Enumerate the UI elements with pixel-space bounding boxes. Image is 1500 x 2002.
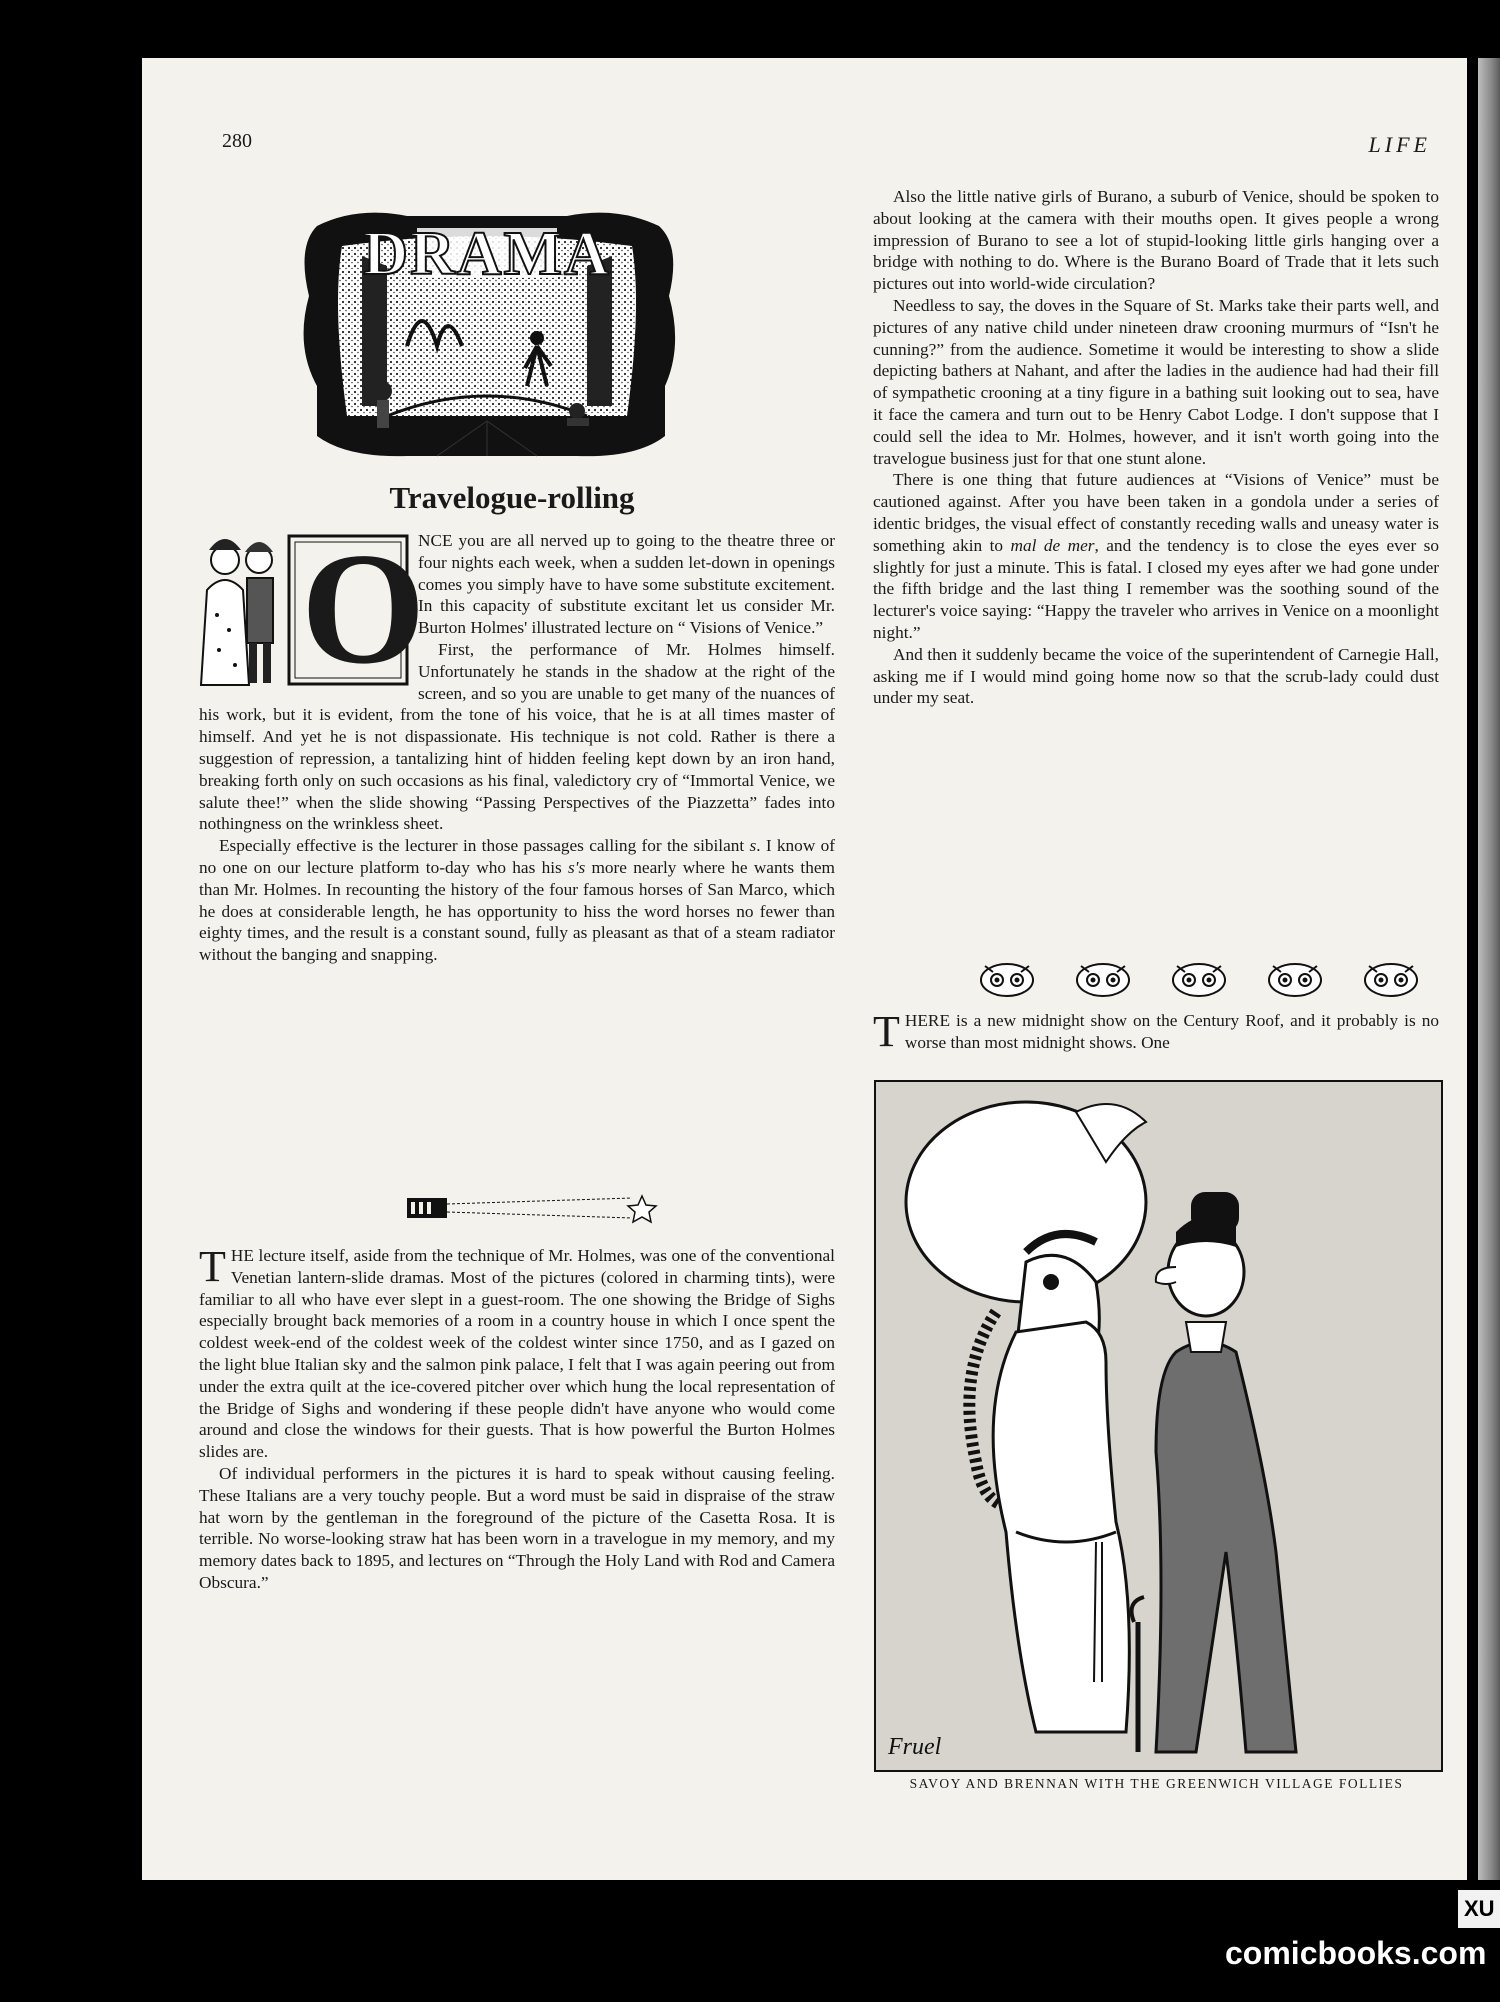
drama-header-illustration [287, 186, 687, 472]
left-para-3: Especially effective is the lecturer in those passages calling for the sibilant s. I know of no one on our lecture platform to-day who has his s's more nearly where he wants them than Mr. Holmes. In recounting the history of the four famous horses of San Marco, which he does at considerable length, he has opportunity to hiss the word horses no fewer than eighty times, and the result is a constant sound, fully as pleasant as that of a steam radiator without the banging and snapping. [199, 836, 835, 965]
drop-cap-o-illustration [197, 519, 426, 697]
right-para-5: THERE is a new midnight show on the Century Roof, and it probably is no worse than most midnight shows. One [873, 1007, 1439, 1056]
book-binding-edge [1478, 58, 1500, 1880]
right-para-2: Needless to say, the doves in the Square of St. Marks take their parts well, and pictures of any native child under nineteen draw crooning murmurs of “Isn't he cunning?” from the audience. Sometime it would be interesting to show a slide depicting bathers at Nahant, and after the ladies in the audience had had their fill of sympathetic crooning at a tiny figure in a bathing suit looking out to sea, have it face the camera and turn out to be Henry Cabot Lodge. I don't suppose that I could sell the idea to Mr. Holmes, however, and it isn't worth going into the travelogue business just for that one stunt alone. [873, 295, 1439, 468]
right-column-lower [873, 1007, 1439, 1056]
left-para-4: THE lecture itself, aside from the technique of Mr. Holmes, was one of the conventional Venetian lantern-slide dramas. Most of the pictures (colored in charming tints), were familiar to all who have ever slept in a guest-room. The one showing the Bridge of Sighs especially brought back memories of a room in a country house in which I once spent the coldest week-end of the coldest week of the coldest winter since 1750, and as I gazed on the light blue Italian sky and the salmon pink palace, I felt that I was again peering out from under the extra quilt at the ice-covered pitcher over which hung the local representation of the Bridge of Sighs and wondering if these people didn't have anyone who would come around and close the windows for their guests. That is how powerful the Burton Holmes slides are. [199, 1242, 835, 1462]
owl-icon [981, 964, 1033, 996]
drop-cap-t-2: T [873, 1007, 900, 1056]
page-number: 280 [222, 130, 252, 152]
owl-icon [1173, 964, 1225, 996]
cartoon-caption: SAVOY AND BRENNAN WITH THE GREENWICH VILLAGE FOLLIES [909, 1776, 1404, 1791]
left-column [199, 519, 835, 966]
right-para-1: Also the little native girls of Burano, a suburb of Venice, should be spoken to about looking at the camera with their mouths open. It gives people a wrong impression of Burano to see a lot of stupid-looking little girls hanging over a bridge with nothing to do. Where is the Burano Board of Trade that it lets such pictures out into world-wide circulation? [873, 187, 1439, 294]
cartoon-illustration [874, 1080, 1443, 1772]
projector-star-ornament [407, 1188, 667, 1228]
left-para-1: NCE you are all nerved up to going to the theatre three or four nights each week, when a sudden let-down in openings comes you simply have to have some substitute excitement. In this capacity of substitute excitant let us consider Mr. Burton Holmes' illustrated lecture on “ Visions of Venice.” [418, 531, 835, 638]
right-para-3: There is one thing that future audiences at “Visions of Venice” must be cautioned against. After you have been taken in a gondola under a series of identic bridges, the visual effect of constantly receding walls and uneasy water is something akin to mal de mer, and the tendency is to close the eyes ever so slightly for just a minute. This is fatal. I closed my eyes after we had gone under the fifth bridge and the last thing I remember was the soothing sound of the lecturer's voice saying: “Happy the traveler who arrives in Venice on a moonlight night.” [873, 470, 1440, 642]
running-head: LIFE [1368, 132, 1431, 157]
owl-icon [1365, 964, 1417, 996]
owl-ornament-row [977, 958, 1467, 1002]
drama-word: DRAMA [363, 220, 611, 288]
drop-cap-o: O [301, 519, 426, 697]
right-para-4: And then it suddenly became the voice of the superintendent of Carnegie Hall, asking me if I would mind going home now so that the scrub-lady could dust under my seat. [873, 644, 1439, 708]
left-para-5: Of individual performers in the pictures it is hard to speak without causing feeling. These Italians are a very touchy people. But a word must be said in dispraise of the straw hat worn by the gentleman in the foreground of the picture of the Casetta Rosa. It is terrible. No worse-looking straw hat has been worn in a travelogue in my memory, and my memory dates back to 1895, and lectures on “Through the Holy Land with Rod and Camera Obscura.” [199, 1463, 835, 1592]
artist-signature: Fruel [888, 1734, 942, 1760]
drop-cap-t: T [199, 1242, 226, 1291]
site-watermark: comicbooks.com [1225, 1935, 1487, 1971]
left-column-lower [199, 1242, 835, 1594]
page-tab-label: XU [1458, 1890, 1500, 1928]
left-para-2: First, the performance of Mr. Holmes himself. Unfortunately he stands in the shadow at the right of the screen, and so you are unable to get many of the nuances of his work, but it is evident, from the tone of his voice, that he is at all times master of himself. And yet he is not dispassionate. His technique is not cold. Rather is there a suggestion of repression, a tantalizing hint of hidden feeling kept down by an iron hand, breaking forth only on such occasions as his final, valedictory cry of “Immortal Venice, we salute thee!” when the slide showing “Passing Perspectives of the Piazzetta” fades into nothingness on the wrinkless sheet. [199, 639, 835, 834]
magazine-page [142, 58, 1467, 1880]
owl-icon [1077, 964, 1129, 996]
article-title: Travelogue-rolling [389, 480, 635, 515]
owl-icon [1269, 964, 1321, 996]
right-column [873, 186, 1439, 709]
